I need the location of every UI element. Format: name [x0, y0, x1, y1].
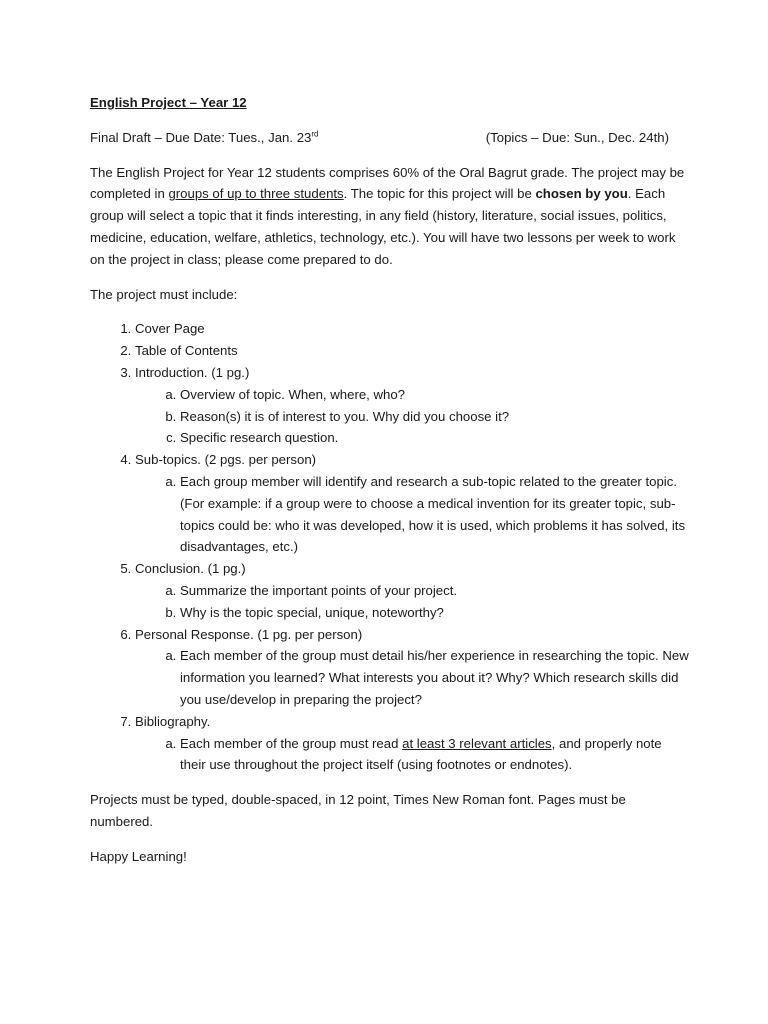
list-item-conclusion: 5. Conclusion. (1 pg.) a. Summarize the important points of your project. b. Why is the topic special, unique, noteworthy?	[135, 558, 690, 623]
bibliography-sublist	[135, 733, 690, 777]
articles-emphasis: at least 3 relevant articles	[402, 735, 552, 751]
introduction-sublist	[135, 384, 690, 449]
sub-item: a. Overview of topic. When, where, who?	[180, 384, 690, 406]
sub-item: c. Specific research question.	[180, 427, 690, 449]
list-item-sub-topics: 4. Sub-topics. (2 pgs. per person) a. Each group member will identify and research a sub-topic related to the greater topic. (For example: if a group were to choose a medical invention for its greater topic, sub-topics could be: who it was developed, how it is used, which problems it has solved, its disadvantages, etc.)	[135, 449, 690, 558]
list-item-personal-response: 6. Personal Response. (1 pg. per person) a. Each member of the group must detail his/her experience in researching the topic. New information you learned? What interests you about it? Why? Which research skills did you use/develop in preparing the project?	[135, 624, 690, 711]
format-note: Projects must be typed, double-spaced, in 12 point, Times New Roman font. Pages must be numbered.	[90, 792, 626, 829]
personal-response-sublist	[135, 645, 690, 710]
list-item-cover-page: 1. Cover Page	[135, 318, 690, 340]
sub-item: a. Each member of the group must read at least 3 relevant articles, and properly note their use throughout the project itself (using footnotes or endnotes).	[180, 733, 690, 777]
requirements-list	[90, 318, 690, 776]
list-item-bibliography: 7. Bibliography. a. Each member of the group must read at least 3 relevant articles, and properly note their use throughout the project itself (using footnotes or endnotes).	[135, 711, 690, 776]
include-heading: The project must include:	[90, 286, 238, 302]
list-item-introduction: 3. Introduction. (1 pg.) a. Overview of topic. When, where, who? b. Reason(s) it is of interest to you. Why did you choose it? c. Specific research question.	[135, 362, 690, 449]
topics-due: (Topics – Due: Sun., Dec. 24th)	[485, 129, 669, 145]
sub-item: b. Why is the topic special, unique, noteworthy?	[180, 602, 690, 624]
conclusion-sublist	[135, 580, 690, 624]
document-body	[90, 92, 690, 881]
final-draft-due: Final Draft – Due Date: Tues., Jan. 23rd	[90, 129, 319, 145]
intro-paragraph: The English Project for Year 12 students comprises 60% of the Oral Bagrut grade. The project may be completed in groups of up to three students. The topic for this project will be chosen by you. Each group will select a topic that it finds interesting, in any field (history, literature, social issues, politics, medicine, education, welfare, athletics, technology, etc.). You will have two lessons per week to work on the project in class; please come prepared to do.	[90, 164, 685, 267]
chosen-by-you-emphasis: chosen by you	[535, 186, 628, 202]
sub-item: a. Each member of the group must detail his/her experience in researching the topic. New information you learned? What interests you about it? Why? Which research skills did you use/develop in preparing the project?	[180, 645, 690, 710]
due-dates-row	[90, 127, 690, 149]
closing-line: Happy Learning!	[90, 848, 187, 864]
sub-item: b. Reason(s) it is of interest to you. Why did you choose it?	[180, 406, 690, 428]
sub-topics-sublist	[135, 471, 690, 558]
list-item-table-of-contents: 2. Table of Contents	[135, 340, 690, 362]
sub-item: a. Summarize the important points of your project.	[180, 580, 690, 602]
sub-item: a. Each group member will identify and research a sub-topic related to the greater topic. (For example: if a group were to choose a medical invention for its greater topic, sub-topics could be: who it was developed, how it is used, which problems it has solved, its disadvantages, etc.)	[180, 471, 690, 558]
group-size-emphasis: groups of up to three students	[168, 186, 344, 202]
document-title: English Project – Year 12	[90, 95, 247, 110]
ordinal-suffix: rd	[311, 129, 319, 139]
